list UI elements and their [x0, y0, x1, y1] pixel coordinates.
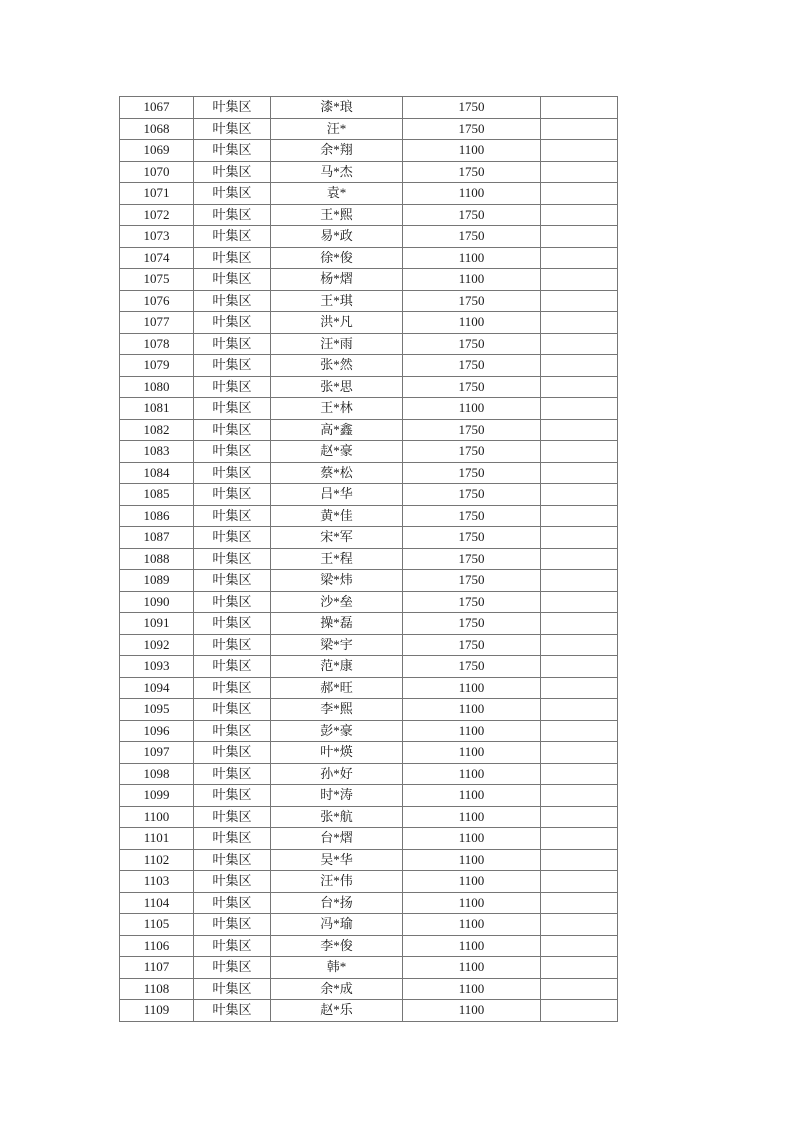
cell-amount: 1100	[403, 892, 541, 914]
cell-sequence-number: 1077	[120, 312, 194, 334]
table-row	[120, 935, 618, 957]
cell-district: 叶集区	[194, 914, 271, 936]
cell-amount: 1100	[403, 785, 541, 807]
cell-masked-name: 黄*佳	[271, 505, 403, 527]
cell-remark	[541, 656, 618, 678]
cell-remark	[541, 183, 618, 205]
cell-district: 叶集区	[194, 527, 271, 549]
cell-amount: 1750	[403, 118, 541, 140]
cell-district: 叶集区	[194, 935, 271, 957]
cell-sequence-number: 1106	[120, 935, 194, 957]
cell-masked-name: 李*俊	[271, 935, 403, 957]
cell-district: 叶集区	[194, 398, 271, 420]
cell-masked-name: 蔡*松	[271, 462, 403, 484]
cell-sequence-number: 1097	[120, 742, 194, 764]
table-row	[120, 247, 618, 269]
cell-sequence-number: 1087	[120, 527, 194, 549]
cell-sequence-number: 1108	[120, 978, 194, 1000]
cell-masked-name: 漆*琅	[271, 97, 403, 119]
table-row	[120, 892, 618, 914]
cell-masked-name: 洪*凡	[271, 312, 403, 334]
table-row	[120, 355, 618, 377]
table-row	[120, 1000, 618, 1022]
cell-masked-name: 叶*煐	[271, 742, 403, 764]
cell-sequence-number: 1096	[120, 720, 194, 742]
cell-amount: 1100	[403, 312, 541, 334]
cell-sequence-number: 1092	[120, 634, 194, 656]
cell-masked-name: 台*扬	[271, 892, 403, 914]
cell-district: 叶集区	[194, 333, 271, 355]
table-row	[120, 527, 618, 549]
cell-remark	[541, 290, 618, 312]
cell-amount: 1750	[403, 634, 541, 656]
cell-amount: 1100	[403, 699, 541, 721]
cell-amount: 1100	[403, 849, 541, 871]
cell-district: 叶集区	[194, 247, 271, 269]
cell-amount: 1750	[403, 226, 541, 248]
cell-remark	[541, 204, 618, 226]
cell-sequence-number: 1100	[120, 806, 194, 828]
table-row	[120, 978, 618, 1000]
cell-masked-name: 张*然	[271, 355, 403, 377]
cell-masked-name: 孙*好	[271, 763, 403, 785]
cell-remark	[541, 613, 618, 635]
cell-amount: 1750	[403, 570, 541, 592]
cell-district: 叶集区	[194, 570, 271, 592]
table-row	[120, 613, 618, 635]
cell-district: 叶集区	[194, 892, 271, 914]
cell-masked-name: 王*程	[271, 548, 403, 570]
cell-remark	[541, 806, 618, 828]
cell-amount: 1100	[403, 957, 541, 979]
cell-district: 叶集区	[194, 978, 271, 1000]
cell-remark	[541, 505, 618, 527]
cell-masked-name: 袁*	[271, 183, 403, 205]
cell-amount: 1100	[403, 806, 541, 828]
cell-amount: 1100	[403, 140, 541, 162]
table-row	[120, 398, 618, 420]
cell-amount: 1750	[403, 505, 541, 527]
cell-masked-name: 汪*伟	[271, 871, 403, 893]
cell-sequence-number: 1084	[120, 462, 194, 484]
cell-sequence-number: 1073	[120, 226, 194, 248]
table-row	[120, 763, 618, 785]
cell-remark	[541, 634, 618, 656]
cell-amount: 1750	[403, 161, 541, 183]
cell-masked-name: 赵*乐	[271, 1000, 403, 1022]
cell-masked-name: 宋*军	[271, 527, 403, 549]
cell-amount: 1750	[403, 462, 541, 484]
cell-district: 叶集区	[194, 505, 271, 527]
cell-amount: 1750	[403, 656, 541, 678]
cell-masked-name: 彭*豪	[271, 720, 403, 742]
cell-amount: 1750	[403, 355, 541, 377]
cell-district: 叶集区	[194, 161, 271, 183]
cell-sequence-number: 1104	[120, 892, 194, 914]
table-row	[120, 226, 618, 248]
cell-remark	[541, 118, 618, 140]
cell-amount: 1750	[403, 591, 541, 613]
table-row	[120, 183, 618, 205]
cell-amount: 1750	[403, 204, 541, 226]
table-row	[120, 591, 618, 613]
cell-district: 叶集区	[194, 376, 271, 398]
cell-remark	[541, 892, 618, 914]
table-row	[120, 290, 618, 312]
cell-remark	[541, 398, 618, 420]
cell-masked-name: 梁*炜	[271, 570, 403, 592]
cell-remark	[541, 785, 618, 807]
table-row	[120, 97, 618, 119]
cell-district: 叶集区	[194, 613, 271, 635]
cell-masked-name: 王*琪	[271, 290, 403, 312]
cell-sequence-number: 1081	[120, 398, 194, 420]
cell-district: 叶集区	[194, 140, 271, 162]
table-row	[120, 161, 618, 183]
cell-district: 叶集区	[194, 849, 271, 871]
cell-masked-name: 杨*熠	[271, 269, 403, 291]
cell-sequence-number: 1105	[120, 914, 194, 936]
cell-sequence-number: 1079	[120, 355, 194, 377]
cell-remark	[541, 527, 618, 549]
table-row	[120, 785, 618, 807]
cell-amount: 1750	[403, 527, 541, 549]
cell-amount: 1100	[403, 935, 541, 957]
cell-masked-name: 汪*雨	[271, 333, 403, 355]
cell-masked-name: 操*磊	[271, 613, 403, 635]
cell-amount: 1100	[403, 247, 541, 269]
table-row	[120, 376, 618, 398]
cell-sequence-number: 1090	[120, 591, 194, 613]
table-row	[120, 333, 618, 355]
cell-remark	[541, 312, 618, 334]
cell-remark	[541, 462, 618, 484]
cell-district: 叶集区	[194, 97, 271, 119]
cell-masked-name: 冯*瑜	[271, 914, 403, 936]
cell-masked-name: 范*康	[271, 656, 403, 678]
cell-sequence-number: 1095	[120, 699, 194, 721]
cell-amount: 1750	[403, 613, 541, 635]
cell-sequence-number: 1074	[120, 247, 194, 269]
cell-district: 叶集区	[194, 677, 271, 699]
table-row	[120, 742, 618, 764]
cell-amount: 1100	[403, 183, 541, 205]
cell-masked-name: 马*杰	[271, 161, 403, 183]
cell-masked-name: 余*成	[271, 978, 403, 1000]
cell-district: 叶集区	[194, 462, 271, 484]
cell-amount: 1100	[403, 914, 541, 936]
cell-remark	[541, 548, 618, 570]
cell-remark	[541, 376, 618, 398]
cell-remark	[541, 269, 618, 291]
cell-amount: 1750	[403, 333, 541, 355]
cell-masked-name: 韩*	[271, 957, 403, 979]
cell-sequence-number: 1093	[120, 656, 194, 678]
cell-sequence-number: 1071	[120, 183, 194, 205]
cell-district: 叶集区	[194, 634, 271, 656]
cell-district: 叶集区	[194, 656, 271, 678]
cell-masked-name: 梁*宇	[271, 634, 403, 656]
cell-sequence-number: 1072	[120, 204, 194, 226]
cell-amount: 1750	[403, 484, 541, 506]
table-row	[120, 634, 618, 656]
cell-sequence-number: 1089	[120, 570, 194, 592]
cell-district: 叶集区	[194, 957, 271, 979]
cell-district: 叶集区	[194, 785, 271, 807]
cell-sequence-number: 1101	[120, 828, 194, 850]
table-row	[120, 849, 618, 871]
cell-sequence-number: 1083	[120, 441, 194, 463]
cell-district: 叶集区	[194, 871, 271, 893]
cell-remark	[541, 161, 618, 183]
cell-amount: 1100	[403, 677, 541, 699]
table-row	[120, 548, 618, 570]
table-row	[120, 204, 618, 226]
cell-district: 叶集区	[194, 806, 271, 828]
cell-sequence-number: 1076	[120, 290, 194, 312]
table-row	[120, 699, 618, 721]
cell-district: 叶集区	[194, 763, 271, 785]
cell-remark	[541, 720, 618, 742]
roster-table-body	[120, 97, 618, 1022]
cell-remark	[541, 978, 618, 1000]
cell-remark	[541, 742, 618, 764]
cell-masked-name: 徐*俊	[271, 247, 403, 269]
cell-sequence-number: 1091	[120, 613, 194, 635]
cell-district: 叶集区	[194, 419, 271, 441]
cell-sequence-number: 1080	[120, 376, 194, 398]
cell-amount: 1100	[403, 763, 541, 785]
table-row	[120, 505, 618, 527]
cell-masked-name: 台*熠	[271, 828, 403, 850]
cell-sequence-number: 1078	[120, 333, 194, 355]
table-row	[120, 419, 618, 441]
cell-masked-name: 时*涛	[271, 785, 403, 807]
cell-amount: 1100	[403, 871, 541, 893]
cell-remark	[541, 699, 618, 721]
cell-masked-name: 易*政	[271, 226, 403, 248]
cell-masked-name: 王*林	[271, 398, 403, 420]
cell-masked-name: 吕*华	[271, 484, 403, 506]
table-row	[120, 140, 618, 162]
cell-amount: 1750	[403, 548, 541, 570]
cell-masked-name: 汪*	[271, 118, 403, 140]
cell-remark	[541, 914, 618, 936]
table-row	[120, 462, 618, 484]
cell-amount: 1750	[403, 97, 541, 119]
cell-sequence-number: 1109	[120, 1000, 194, 1022]
cell-masked-name: 张*航	[271, 806, 403, 828]
roster-table	[119, 96, 618, 1022]
cell-remark	[541, 957, 618, 979]
cell-amount: 1100	[403, 398, 541, 420]
cell-amount: 1100	[403, 978, 541, 1000]
cell-district: 叶集区	[194, 355, 271, 377]
cell-sequence-number: 1070	[120, 161, 194, 183]
cell-amount: 1100	[403, 720, 541, 742]
cell-remark	[541, 1000, 618, 1022]
cell-district: 叶集区	[194, 484, 271, 506]
cell-sequence-number: 1075	[120, 269, 194, 291]
cell-masked-name: 沙*垒	[271, 591, 403, 613]
cell-masked-name: 吴*华	[271, 849, 403, 871]
table-row	[120, 871, 618, 893]
cell-masked-name: 赵*豪	[271, 441, 403, 463]
table-row	[120, 806, 618, 828]
cell-district: 叶集区	[194, 699, 271, 721]
cell-district: 叶集区	[194, 548, 271, 570]
cell-sequence-number: 1099	[120, 785, 194, 807]
cell-remark	[541, 97, 618, 119]
cell-remark	[541, 140, 618, 162]
table-row	[120, 720, 618, 742]
cell-district: 叶集区	[194, 441, 271, 463]
cell-district: 叶集区	[194, 183, 271, 205]
cell-district: 叶集区	[194, 591, 271, 613]
cell-sequence-number: 1086	[120, 505, 194, 527]
cell-sequence-number: 1082	[120, 419, 194, 441]
cell-district: 叶集区	[194, 269, 271, 291]
cell-sequence-number: 1098	[120, 763, 194, 785]
cell-masked-name: 高*鑫	[271, 419, 403, 441]
cell-sequence-number: 1085	[120, 484, 194, 506]
cell-amount: 1750	[403, 441, 541, 463]
cell-sequence-number: 1088	[120, 548, 194, 570]
cell-sequence-number: 1094	[120, 677, 194, 699]
cell-amount: 1750	[403, 419, 541, 441]
cell-amount: 1750	[403, 376, 541, 398]
cell-remark	[541, 935, 618, 957]
cell-district: 叶集区	[194, 828, 271, 850]
table-row	[120, 914, 618, 936]
table-row	[120, 656, 618, 678]
cell-sequence-number: 1102	[120, 849, 194, 871]
cell-remark	[541, 849, 618, 871]
cell-district: 叶集区	[194, 118, 271, 140]
cell-masked-name: 余*翔	[271, 140, 403, 162]
table-row	[120, 677, 618, 699]
cell-remark	[541, 591, 618, 613]
cell-sequence-number: 1068	[120, 118, 194, 140]
table-row	[120, 312, 618, 334]
cell-amount: 1750	[403, 290, 541, 312]
cell-remark	[541, 871, 618, 893]
table-row	[120, 828, 618, 850]
cell-district: 叶集区	[194, 720, 271, 742]
cell-masked-name: 郝*旺	[271, 677, 403, 699]
cell-amount: 1100	[403, 269, 541, 291]
cell-remark	[541, 355, 618, 377]
cell-district: 叶集区	[194, 204, 271, 226]
cell-remark	[541, 226, 618, 248]
cell-remark	[541, 484, 618, 506]
cell-amount: 1100	[403, 828, 541, 850]
cell-remark	[541, 677, 618, 699]
cell-district: 叶集区	[194, 290, 271, 312]
cell-masked-name: 李*熙	[271, 699, 403, 721]
table-row	[120, 570, 618, 592]
table-row	[120, 484, 618, 506]
cell-remark	[541, 828, 618, 850]
cell-district: 叶集区	[194, 226, 271, 248]
cell-remark	[541, 419, 618, 441]
cell-remark	[541, 333, 618, 355]
cell-remark	[541, 570, 618, 592]
cell-masked-name: 张*思	[271, 376, 403, 398]
cell-remark	[541, 247, 618, 269]
cell-sequence-number: 1069	[120, 140, 194, 162]
cell-sequence-number: 1103	[120, 871, 194, 893]
cell-district: 叶集区	[194, 312, 271, 334]
cell-masked-name: 王*熙	[271, 204, 403, 226]
cell-amount: 1100	[403, 1000, 541, 1022]
cell-district: 叶集区	[194, 742, 271, 764]
cell-district: 叶集区	[194, 1000, 271, 1022]
cell-sequence-number: 1067	[120, 97, 194, 119]
table-row	[120, 269, 618, 291]
cell-remark	[541, 441, 618, 463]
cell-sequence-number: 1107	[120, 957, 194, 979]
table-row	[120, 118, 618, 140]
table-row	[120, 957, 618, 979]
cell-amount: 1100	[403, 742, 541, 764]
cell-remark	[541, 763, 618, 785]
table-row	[120, 441, 618, 463]
